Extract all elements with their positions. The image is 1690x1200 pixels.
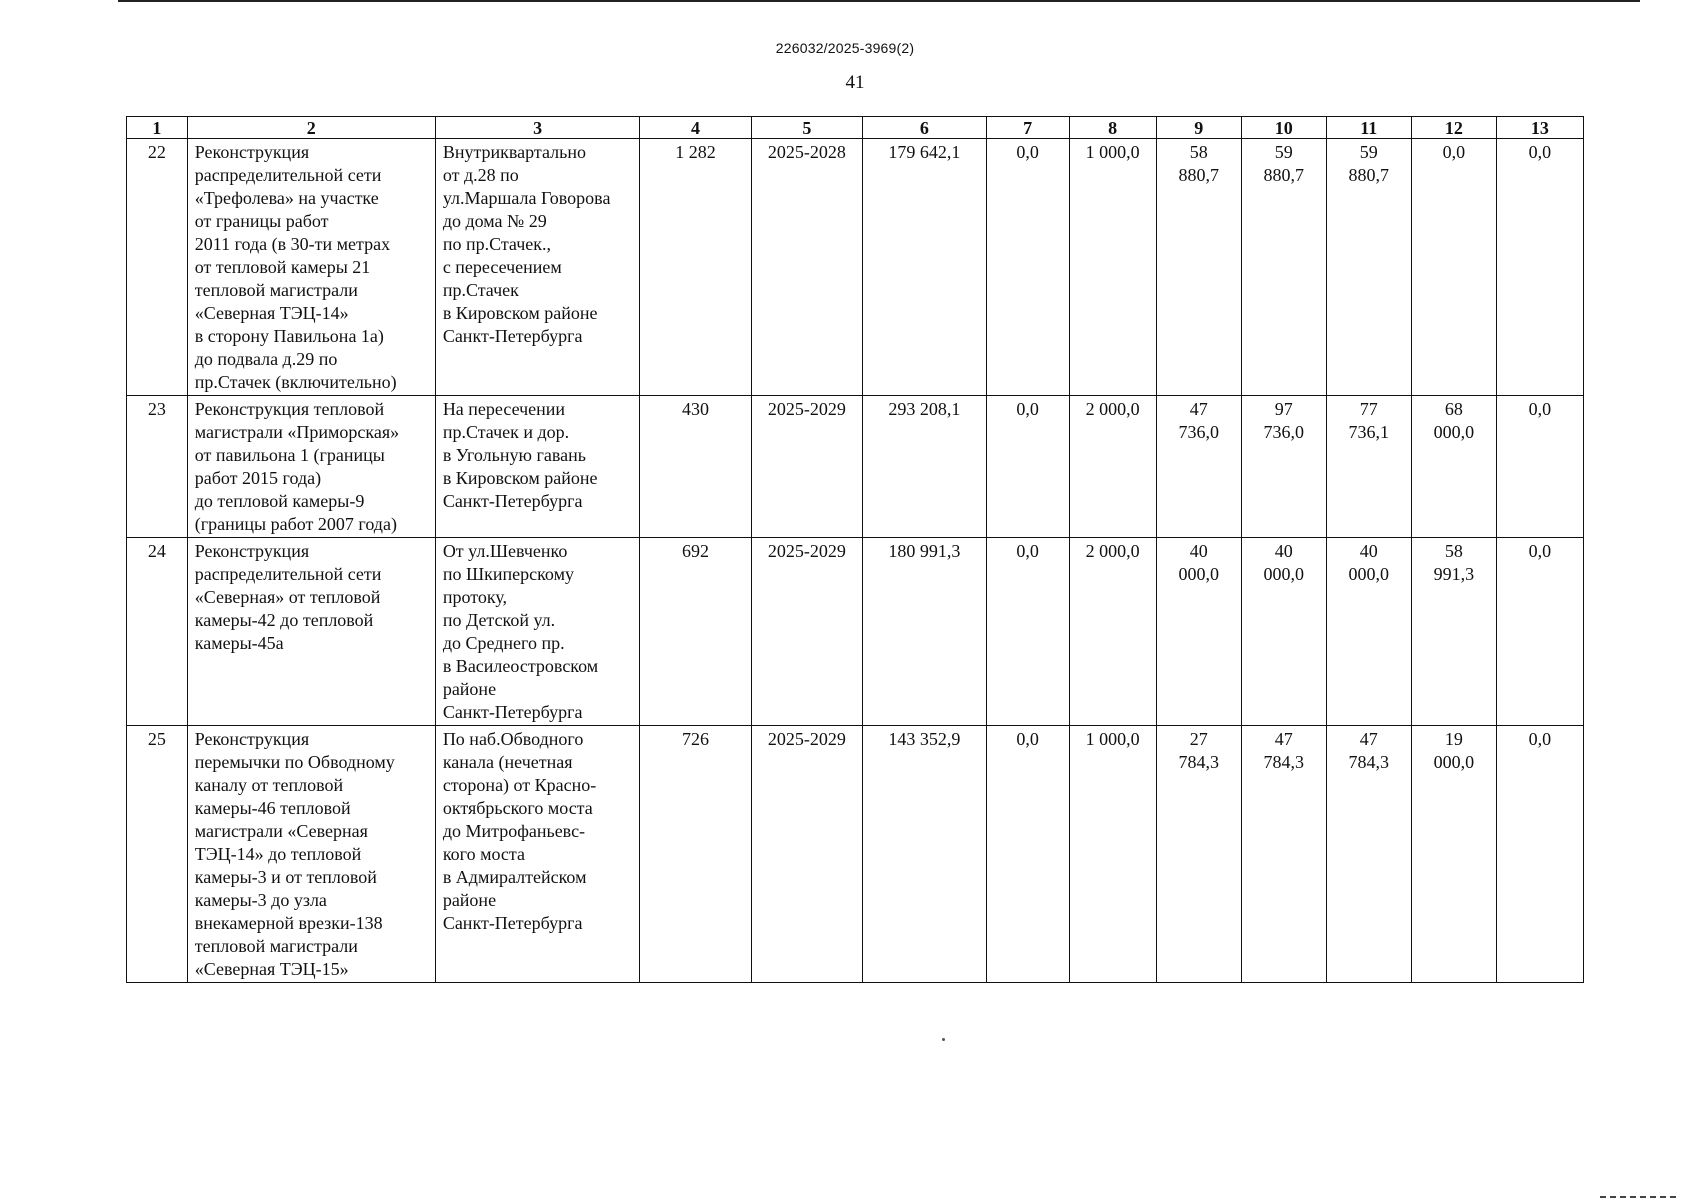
row-number: 24 <box>127 538 188 726</box>
cell-value: 0,0 <box>1496 139 1583 396</box>
cell-value: 0,0 <box>1411 139 1496 396</box>
cell-value: 2 000,0 <box>1069 396 1156 538</box>
table-row <box>127 726 1584 983</box>
cell-value: 2 000,0 <box>1069 538 1156 726</box>
column-header: 5 <box>751 117 862 139</box>
project-location: Внутриквартально от д.28 по ул.Маршала Говорова до дома № 29 по пр.Стачек., с пересечением пр.Стачек в Кировском районе Санкт-Петербурга <box>435 139 640 396</box>
cell-value: 0,0 <box>986 396 1069 538</box>
column-header: 3 <box>435 117 640 139</box>
cell-value: 27 784,3 <box>1156 726 1241 983</box>
column-header: 12 <box>1411 117 1496 139</box>
cell-value: 1 000,0 <box>1069 139 1156 396</box>
cell-value: 59 880,7 <box>1241 139 1326 396</box>
column-header: 13 <box>1496 117 1583 139</box>
cell-value: 0,0 <box>986 726 1069 983</box>
cell-value: 40 000,0 <box>1326 538 1411 726</box>
table-row <box>127 396 1584 538</box>
cell-value: 180 991,3 <box>863 538 987 726</box>
cell-value: 58 991,3 <box>1411 538 1496 726</box>
cell-value: 77 736,1 <box>1326 396 1411 538</box>
column-header: 2 <box>187 117 435 139</box>
row-number: 25 <box>127 726 188 983</box>
cell-value: 1 000,0 <box>1069 726 1156 983</box>
page-number: 41 <box>845 72 865 93</box>
cell-value: 47 784,3 <box>1241 726 1326 983</box>
top-border-line <box>118 0 1640 2</box>
cell-value: 0,0 <box>1496 538 1583 726</box>
column-header: 6 <box>863 117 987 139</box>
cell-value: 692 <box>640 538 751 726</box>
table-row <box>127 139 1584 396</box>
column-header: 10 <box>1241 117 1326 139</box>
cell-value: 0,0 <box>986 139 1069 396</box>
cell-value: 68 000,0 <box>1411 396 1496 538</box>
project-location: На пересечении пр.Стачек и дор. в Угольную гавань в Кировском районе Санкт-Петербурга <box>435 396 640 538</box>
cell-period: 2025-2029 <box>751 726 862 983</box>
cell-value: 726 <box>640 726 751 983</box>
project-name: Реконструкция перемычки по Обводному каналу от тепловой камеры-46 тепловой магистрали «Северная ТЭЦ-14» до тепловой камеры-3 и от тепловой камеры-3 до узла внекамерной врезки-138 тепловой магистрали «Северная ТЭЦ-15» <box>187 726 435 983</box>
project-name: Реконструкция тепловой магистрали «Приморская» от павильона 1 (границы работ 2015 года) до тепловой камеры-9 (границы работ 2007 года) <box>187 396 435 538</box>
cell-period: 2025-2029 <box>751 538 862 726</box>
column-header: 1 <box>127 117 188 139</box>
column-header: 11 <box>1326 117 1411 139</box>
column-header: 8 <box>1069 117 1156 139</box>
cell-value: 0,0 <box>1496 396 1583 538</box>
project-name: Реконструкция распределительной сети «Северная» от тепловой камеры-42 до тепловой камеры-45а <box>187 538 435 726</box>
scan-speck <box>942 1038 945 1041</box>
cell-value: 47 736,0 <box>1156 396 1241 538</box>
project-location: По наб.Обводного канала (нечетная сторона) от Красно- октябрьского моста до Митрофаньевс- кого моста в Адмиралтейском районе Санкт-Петербурга <box>435 726 640 983</box>
cell-value: 0,0 <box>986 538 1069 726</box>
project-name: Реконструкция распределительной сети «Трефолева» на участке от границы работ 2011 года (в 30-ти метрах от тепловой камеры 21 тепловой магистрали «Северная ТЭЦ-14» в сторону Павильона 1а) до подвала д.29 по пр.Стачек (включительно) <box>187 139 435 396</box>
cell-value: 59 880,7 <box>1326 139 1411 396</box>
cell-value: 58 880,7 <box>1156 139 1241 396</box>
cell-value: 293 208,1 <box>863 396 987 538</box>
column-header: 4 <box>640 117 751 139</box>
cell-value: 40 000,0 <box>1156 538 1241 726</box>
table-row <box>127 538 1584 726</box>
table-header-row <box>127 117 1584 139</box>
cell-value: 97 736,0 <box>1241 396 1326 538</box>
cell-period: 2025-2029 <box>751 396 862 538</box>
document-registration-number: 226032/2025-3969(2) <box>775 40 915 56</box>
cell-value: 430 <box>640 396 751 538</box>
cell-value: 179 642,1 <box>863 139 987 396</box>
row-number: 23 <box>127 396 188 538</box>
scan-edge-mark <box>1600 1196 1680 1198</box>
cell-value: 19 000,0 <box>1411 726 1496 983</box>
cell-value: 1 282 <box>640 139 751 396</box>
column-header: 9 <box>1156 117 1241 139</box>
cell-period: 2025-2028 <box>751 139 862 396</box>
cell-value: 40 000,0 <box>1241 538 1326 726</box>
cell-value: 47 784,3 <box>1326 726 1411 983</box>
cell-value: 0,0 <box>1496 726 1583 983</box>
cell-value: 143 352,9 <box>863 726 987 983</box>
construction-projects-table <box>126 116 1584 983</box>
column-header: 7 <box>986 117 1069 139</box>
project-location: От ул.Шевченко по Шкиперскому протоку, по Детской ул. до Среднего пр. в Василеостровском районе Санкт-Петербурга <box>435 538 640 726</box>
row-number: 22 <box>127 139 188 396</box>
